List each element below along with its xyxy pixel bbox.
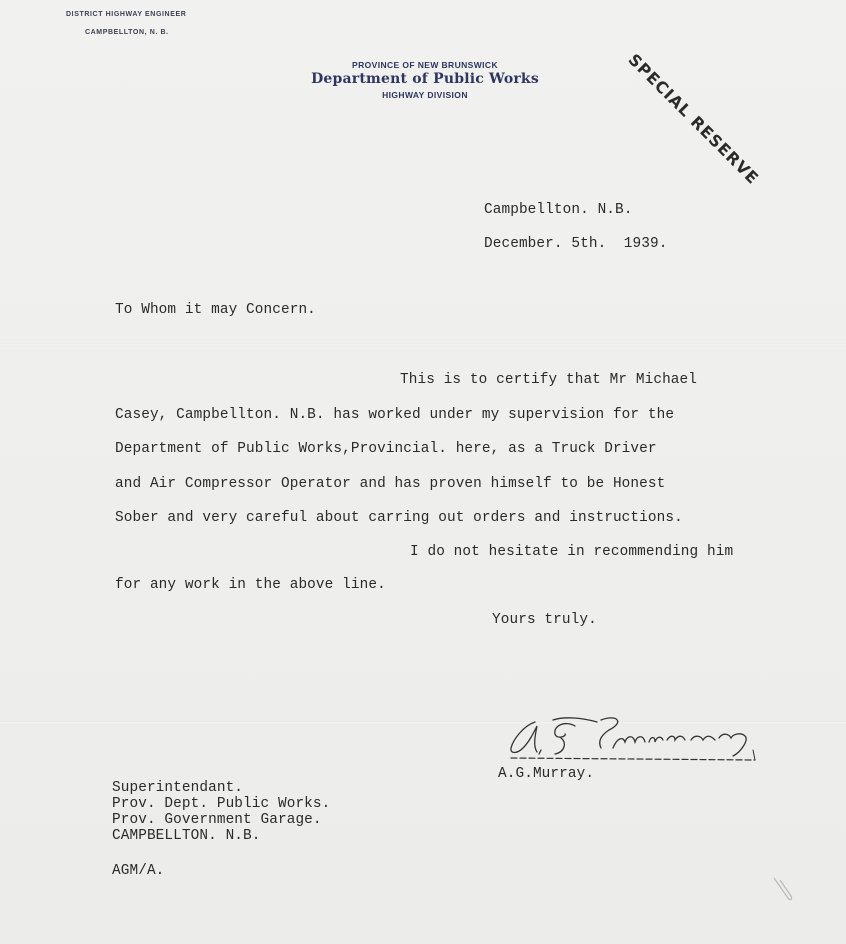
- body-line: Sober and very careful about carring out orders and instructions.: [115, 510, 683, 526]
- salutation: To Whom it may Concern.: [115, 302, 316, 318]
- letterhead-office-title: DISTRICT HIGHWAY ENGINEER: [66, 11, 187, 18]
- typed-signatory-name: A.G.Murray.: [498, 766, 595, 782]
- signatory-dept: Prov. Dept. Public Works.: [112, 796, 331, 812]
- handwritten-signature: [505, 712, 765, 772]
- letterhead-center: [300, 60, 550, 100]
- body-line: and Air Compressor Operator and has proven himself to be Honest: [115, 476, 666, 492]
- body-line: Casey, Campbellton. N.B. has worked under my supervision for the: [115, 407, 675, 423]
- dateline-place: Campbellton. N.B.: [484, 202, 633, 218]
- reference-initials: AGM/A.: [112, 863, 165, 879]
- dateline-date: December. 5th. 1939.: [484, 236, 668, 252]
- signatory-garage: Prov. Government Garage.: [112, 812, 322, 828]
- letterhead-department: Department of Public Works: [311, 71, 539, 87]
- paper-fold-line: [0, 343, 846, 345]
- body-line: I do not hesitate in recommending him: [410, 544, 734, 560]
- special-reserve-stamp: SPECIAL RESERVE: [624, 50, 763, 189]
- signatory-location: CAMPBELLTON. N.B.: [112, 828, 261, 844]
- letterhead-office-location: CAMPBELLTON, N. B.: [85, 29, 169, 36]
- body-line: for any work in the above line.: [115, 577, 386, 593]
- signatory-title: Superintendant.: [112, 780, 244, 796]
- body-line: This is to certify that Mr Michael: [400, 372, 698, 388]
- paper-clip-mark: [772, 876, 796, 904]
- body-line: Department of Public Works,Provincial. here, as a Truck Driver: [115, 441, 657, 457]
- closing: Yours truly.: [492, 612, 597, 628]
- letterhead-division: HIGHWAY DIVISION: [382, 90, 468, 100]
- letterhead-province: PROVINCE OF NEW BRUNSWICK: [352, 60, 498, 70]
